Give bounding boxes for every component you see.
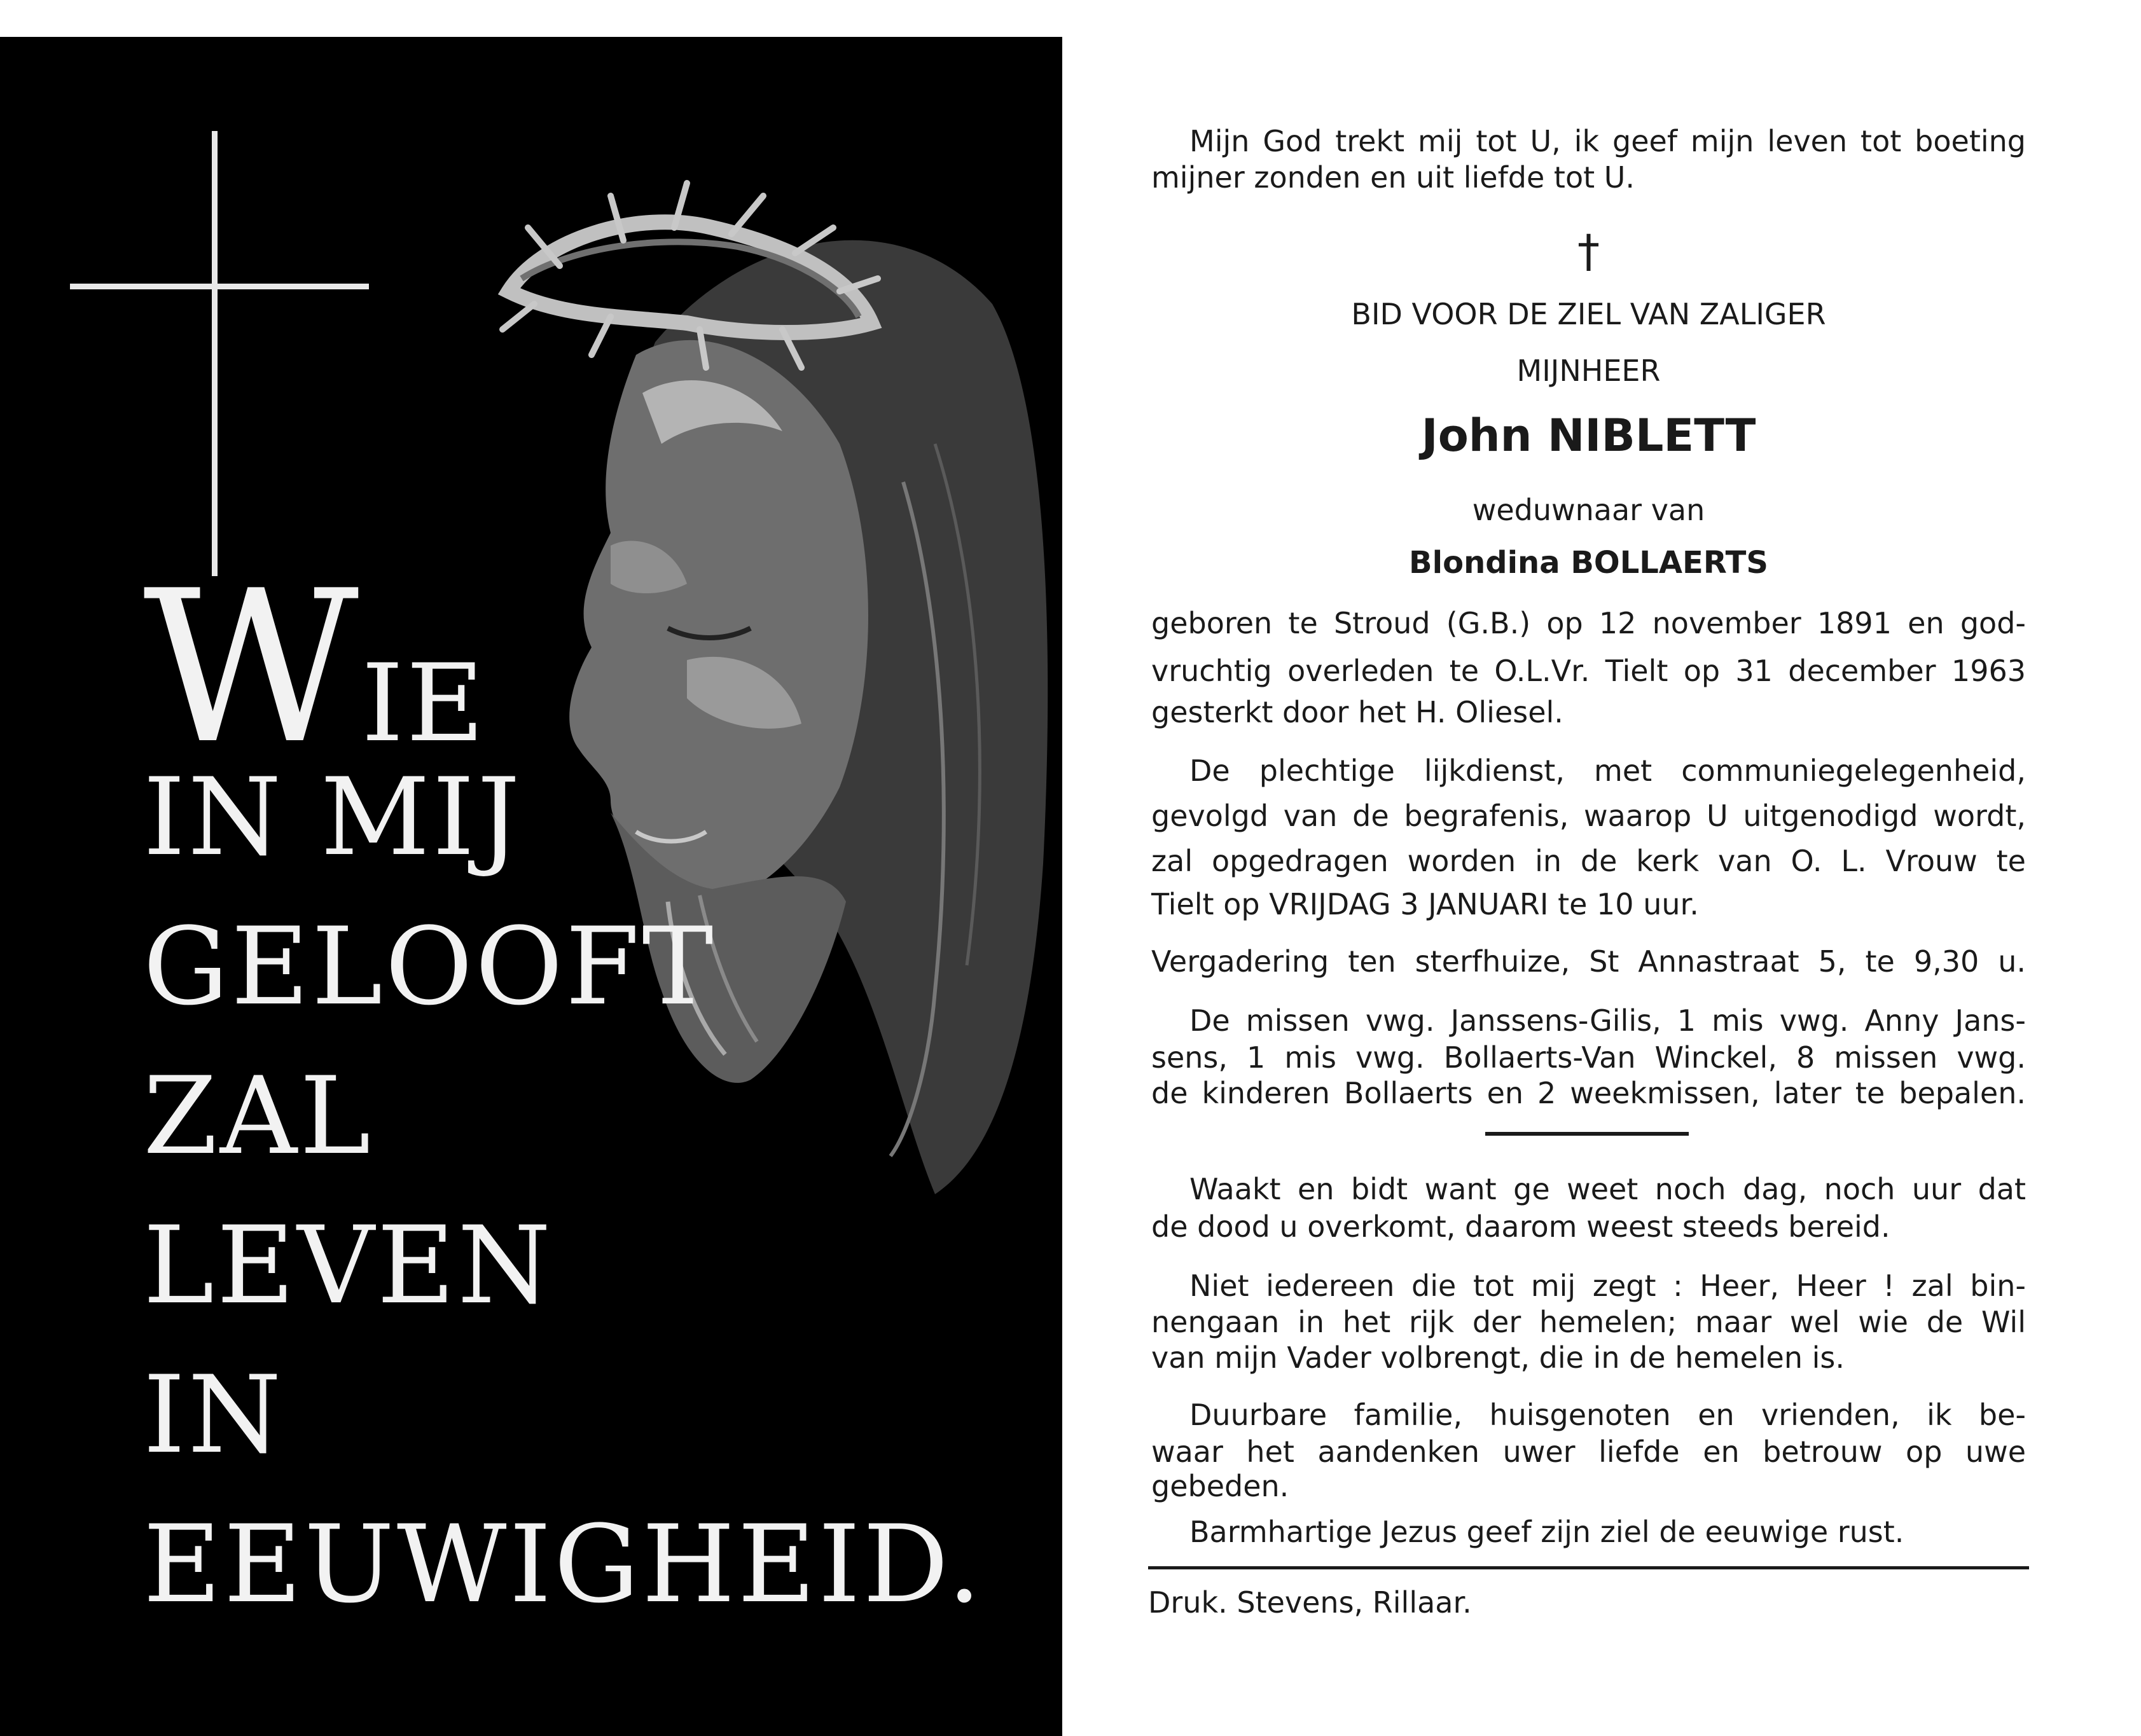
motto-line: WIE bbox=[143, 546, 487, 790]
service-line: gevolgd van de begrafenis, waarop U uitgenodigd wordt, bbox=[1151, 799, 2026, 833]
verse-line: nengaan in het rijk der hemelen; maar wel wie de Wil bbox=[1151, 1305, 2026, 1339]
spouse-name: Blondina BOLLAERTS bbox=[1409, 545, 1768, 581]
birth-death-line: vruchtig overleden te O.L.Vr. Tielt op 31 december 1963 bbox=[1151, 654, 2026, 688]
service-line: De plechtige lijkdienst, met communiegelegenheid, bbox=[1189, 754, 2026, 788]
cross-icon bbox=[212, 131, 218, 576]
service-line: Tielt op VRIJDAG 3 JANUARI te 10 uur. bbox=[1151, 887, 1699, 921]
divider-long bbox=[1148, 1566, 2029, 1569]
opening-line: mijner zonden en uit liefde tot U. bbox=[1151, 160, 1635, 195]
honorific: MIJNHEER bbox=[1516, 354, 1661, 388]
masses-line: de kinderen Bollaerts en 2 weekmissen, later te bepalen. bbox=[1151, 1076, 2026, 1110]
service-line: zal opgedragen worden in de kerk van O. L. Vrouw te bbox=[1151, 844, 2026, 878]
verse-line: de dood u overkomt, daarom weest steeds bereid. bbox=[1151, 1209, 1890, 1244]
verse-line: van mijn Vader volbrengt, die in de hemelen is. bbox=[1151, 1340, 1845, 1375]
closing-prayer: Barmhartige Jezus geef zijn ziel de eeuwige rust. bbox=[1189, 1515, 1904, 1549]
motto-line: IN bbox=[143, 1353, 284, 1477]
verse-line: gebeden. bbox=[1151, 1469, 1289, 1503]
masses-line: sens, 1 mis vwg. Bollaerts-Van Winckel, 8 missen vwg. bbox=[1151, 1040, 2026, 1075]
motto-text bbox=[143, 546, 984, 1639]
verse-line: Duurbare familie, huisgenoten en vrienden, ik be- bbox=[1189, 1398, 2026, 1432]
deceased-name: John NIBLETT bbox=[1421, 410, 1756, 462]
gathering-line: Vergadering ten sterfhuize, St Annastraat 5, te 9,30 u. bbox=[1151, 944, 2026, 979]
motto-line: LEVEN bbox=[143, 1203, 554, 1328]
relation-text: weduwnaar van bbox=[1472, 493, 1705, 527]
motto-line: ZAL bbox=[143, 1054, 373, 1178]
motto-line: EEUWIGHEID. bbox=[143, 1502, 984, 1627]
divider-short bbox=[1485, 1132, 1689, 1136]
verse-line: Waakt en bidt want ge weet noch dag, noch uur dat bbox=[1189, 1172, 2026, 1206]
motto-line: GELOOFT bbox=[143, 904, 716, 1029]
birth-death-line: geboren te Stroud (G.B.) op 12 november 1891 en god- bbox=[1151, 606, 2026, 640]
cross-symbol-icon: † bbox=[1577, 225, 1600, 277]
prayer-line: BID VOOR DE ZIEL VAN ZALIGER bbox=[1351, 297, 1826, 331]
printer-credit: Druk. Stevens, Rillaar. bbox=[1148, 1585, 1472, 1620]
cross-icon-bar bbox=[70, 284, 369, 289]
opening-line: Mijn God trekt mij tot U, ik geef mijn leven tot boeting bbox=[1189, 124, 2026, 158]
verse-line: waar het aandenken uwer liefde en betrouw op uwe bbox=[1151, 1435, 2026, 1469]
verse-line: Niet iedereen die tot mij zegt : Heer, Heer ! zal bin- bbox=[1189, 1269, 2026, 1303]
memorial-card-front bbox=[0, 37, 1062, 1736]
motto-line: IN MIJ bbox=[143, 755, 523, 879]
memorial-card-text bbox=[1072, 0, 2141, 1736]
birth-death-line: gesterkt door het H. Oliesel. bbox=[1151, 695, 1563, 729]
masses-line: De missen vwg. Janssens-Gilis, 1 mis vwg. Anny Jans- bbox=[1189, 1003, 2026, 1038]
